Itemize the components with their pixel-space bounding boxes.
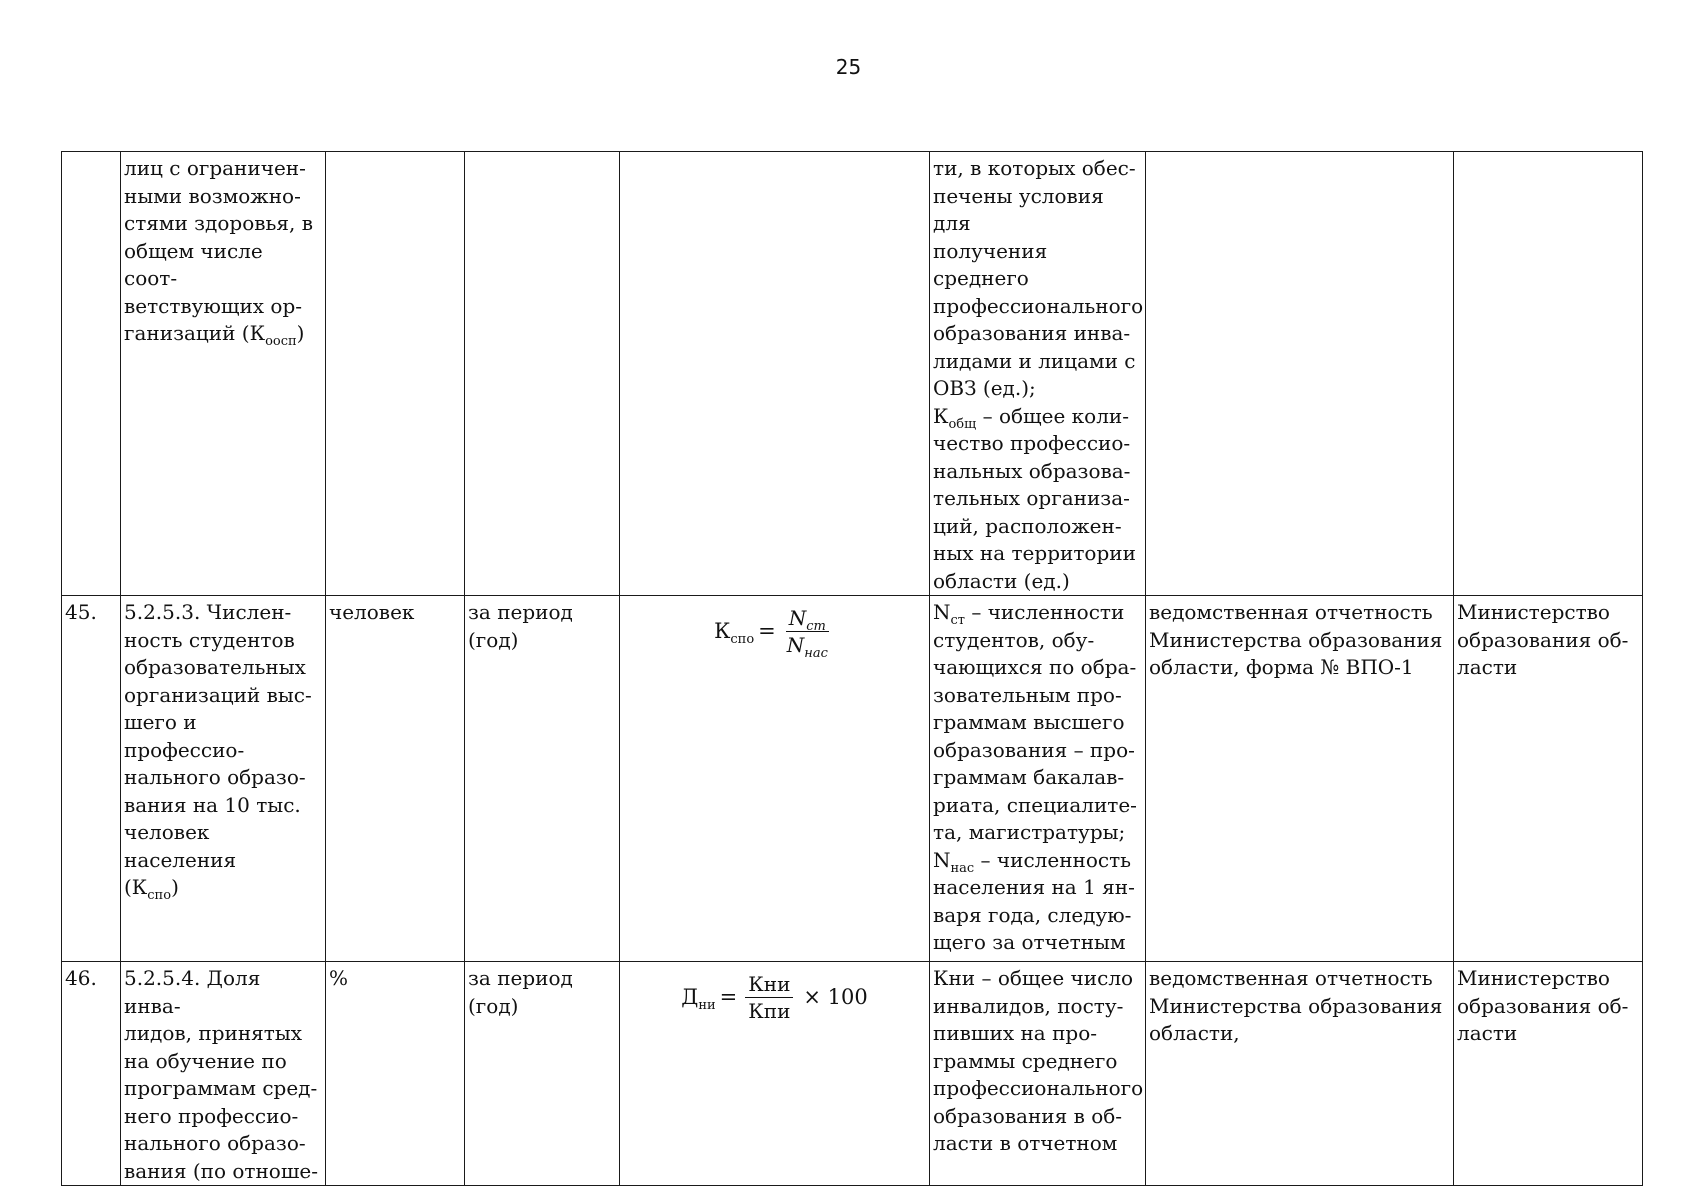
text-line: ных на территории — [933, 541, 1136, 565]
text-line: Министерство — [1457, 966, 1610, 990]
text-line: области, — [1149, 1021, 1240, 1045]
cell-source — [1146, 962, 1454, 1186]
table-row — [62, 596, 1643, 962]
cell-unit: человек — [326, 596, 465, 962]
cell-number — [62, 152, 121, 596]
text-line: за период — [468, 600, 573, 624]
cell-unit: % — [326, 962, 465, 1186]
text-line: ласти — [1457, 655, 1518, 679]
text-line: Министерства образования — [1149, 993, 1443, 1018]
cell-source — [1146, 152, 1454, 596]
text-line: чающихся по обра- — [933, 655, 1137, 679]
text-line: щего за отчетным — [933, 930, 1126, 954]
text-line: риата, специалите- — [933, 792, 1137, 817]
text-line: ветствующих ор- — [124, 293, 303, 318]
text-line: шего и профессио- — [124, 710, 245, 762]
text-line: граммам бакалав- — [933, 765, 1125, 789]
cell-responsible — [1454, 962, 1643, 1186]
text-line: профессионального — [933, 1076, 1144, 1100]
text-line: ласти — [1457, 1021, 1518, 1045]
text-line: Министерство — [1457, 600, 1610, 624]
formula — [623, 605, 926, 661]
text-line: организаций выс- — [124, 682, 312, 707]
text-line: вания (по отноше- — [124, 1158, 319, 1183]
cell-indicator-name — [121, 596, 326, 962]
cell-explanation — [930, 962, 1146, 1186]
text-line: него профессио- — [124, 1103, 299, 1128]
text-line: на обучение по — [124, 1048, 287, 1073]
cell-period — [465, 962, 620, 1186]
formula-lhs: $К_{спо}$ — [714, 618, 755, 647]
text-line: чество профессио- — [933, 431, 1131, 455]
table-row — [62, 962, 1643, 1186]
text-line: общем числе соот- — [124, 238, 263, 290]
cell-period — [465, 596, 620, 962]
text-line: ведомственная отчетность — [1149, 966, 1433, 990]
formula-multiplier: × 100 — [803, 984, 868, 1009]
formula-equals: = — [758, 618, 776, 643]
text-line: ведомственная отчетность — [1149, 600, 1433, 624]
formula — [623, 971, 926, 1024]
cell-formula — [620, 152, 930, 596]
text-line: человек населения — [124, 820, 237, 872]
text-line: Министерства образования — [1149, 627, 1443, 652]
page-number: 25 — [835, 55, 862, 79]
text-line: 5.2.5.3. Числен- — [124, 600, 292, 624]
text-line: студентов, обу- — [933, 627, 1095, 652]
text-line: пивших на про- — [933, 1021, 1098, 1045]
text-line: лидами и лицами с — [933, 348, 1136, 373]
text-line: ций, расположен- — [933, 513, 1122, 538]
cell-source — [1146, 596, 1454, 962]
text-line: ность студентов — [124, 627, 295, 652]
text-line: образования в об- — [933, 1103, 1123, 1128]
cell-explanation — [930, 596, 1146, 962]
text-line: ласти в отчетном — [933, 1131, 1118, 1155]
text-line: нального образо- — [124, 1131, 306, 1155]
text-line: образования – про- — [933, 737, 1135, 762]
formula-denominator: Кпи — [748, 999, 791, 1023]
text-line: программам сред- — [124, 1076, 318, 1100]
text-line: образования об- — [1457, 993, 1629, 1018]
text-line: лидов, принятых — [124, 1021, 303, 1045]
text-line: граммам высшего — [933, 710, 1125, 734]
text-line: области (ед.) — [933, 568, 1070, 593]
cell-unit — [326, 152, 465, 596]
text-line: тельных организа- — [933, 486, 1130, 510]
text-line: области, форма № ВПО-1 — [1149, 655, 1414, 679]
cell-indicator-name — [121, 152, 326, 596]
formula-numerator: Кни — [745, 971, 793, 998]
text-line: та, магистратуры; — [933, 820, 1126, 844]
formula-fraction — [745, 971, 793, 1024]
text-line: инвалидов, посту- — [933, 993, 1124, 1018]
text-line: 5.2.5.4. Доля инва- — [124, 966, 261, 1018]
cell-responsible — [1454, 152, 1643, 596]
text-line: $(К_{спо})$ — [124, 875, 179, 903]
text-line: профессионального — [933, 293, 1144, 318]
formula-numerator: $N_{ст}$ — [786, 605, 829, 632]
text-line: $N_{нас}$ – численность — [933, 847, 1132, 876]
text-line: лиц с ограничен- — [124, 156, 306, 180]
cell-explanation — [930, 152, 1146, 596]
text-line: нальных образова- — [933, 458, 1131, 483]
cell-indicator-name — [121, 962, 326, 1186]
cell-period — [465, 152, 620, 596]
text-line: граммы среднего — [933, 1048, 1118, 1073]
text-line: варя года, следую- — [933, 902, 1132, 927]
formula-lhs: $Д_{ни}$ — [681, 984, 716, 1013]
formula-denominator: $N_{нас}$ — [786, 633, 828, 661]
text-line: получения среднего — [933, 238, 1048, 290]
text-line: Кни – общее число — [933, 966, 1134, 990]
text-line: зовательным про- — [933, 682, 1122, 707]
formula-equals: = — [719, 984, 738, 1009]
text-line: печены условия для — [933, 183, 1104, 235]
text-line: $К_{общ}$ – общее коли- — [933, 403, 1129, 432]
text-line: нального образо- — [124, 765, 306, 789]
formula-fraction — [784, 605, 831, 661]
text-line: стями здоровья, в — [124, 211, 313, 235]
cell-formula — [620, 962, 930, 1186]
text-line: ными возможно- — [124, 183, 301, 208]
text-line: ганизаций $(К_{оосп})$ — [124, 321, 305, 349]
text-line: образования инва- — [933, 321, 1131, 345]
cell-number: 46. — [62, 962, 121, 1186]
text-line: за период — [468, 966, 573, 990]
cell-formula — [620, 596, 930, 962]
text-line: вания на 10 тыс. — [124, 792, 301, 817]
text-line: образования об- — [1457, 627, 1629, 652]
text-line: образовательных — [124, 655, 306, 679]
table-row-continued — [62, 152, 1643, 596]
cell-responsible — [1454, 596, 1643, 962]
text-line: $N_{ст}$ – численности — [933, 600, 1125, 628]
text-line: ОВЗ (ед.); — [933, 376, 1036, 400]
text-line: населения на 1 ян- — [933, 875, 1135, 899]
indicators-table — [61, 151, 1643, 1186]
cell-number: 45. — [62, 596, 121, 962]
text-line: ти, в которых обес- — [933, 156, 1136, 180]
text-line: (год) — [468, 993, 519, 1018]
text-line: (год) — [468, 627, 519, 652]
